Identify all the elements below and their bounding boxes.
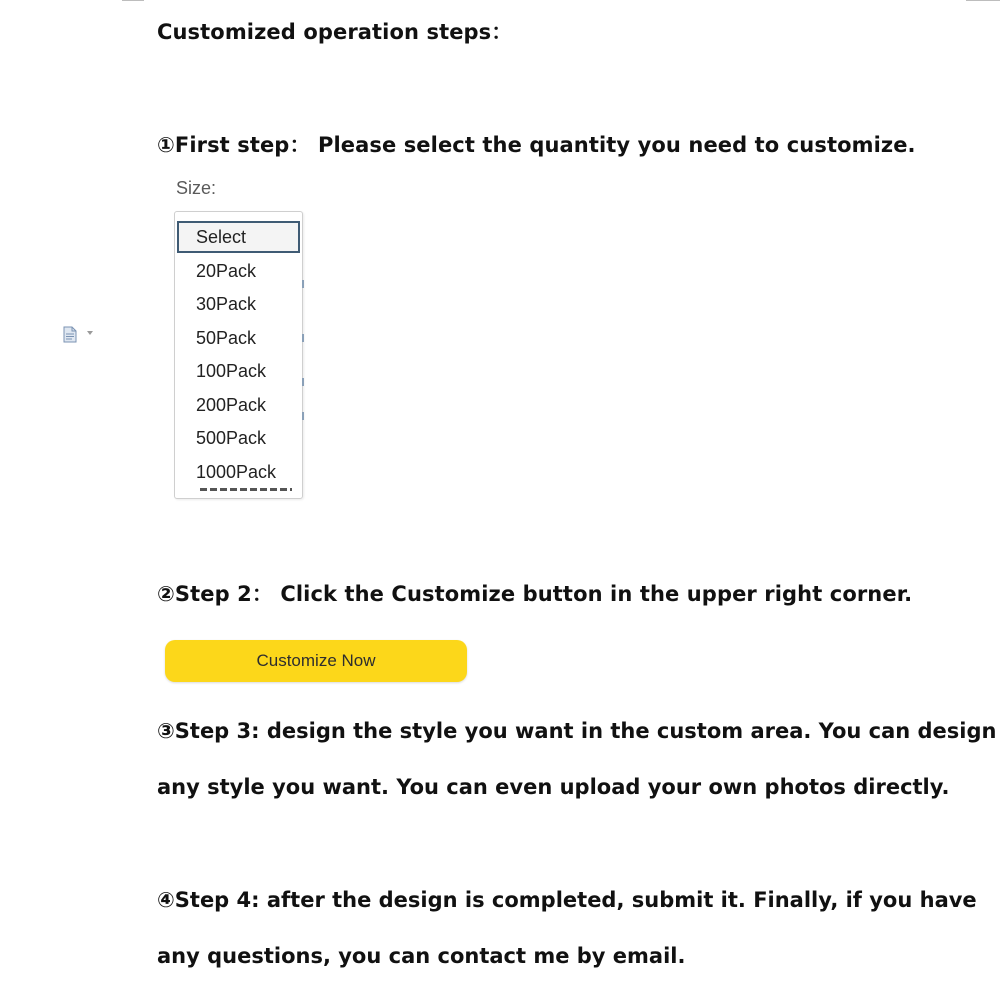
clipped-option-remnant <box>200 486 292 492</box>
size-option-1000pack[interactable]: 1000Pack <box>196 462 277 482</box>
step-4-line-1: ④Step 4: after the design is completed, submit it. Finally, if you have <box>157 888 977 912</box>
customize-now-button[interactable]: Customize Now <box>165 640 467 682</box>
edge-mark <box>302 280 304 288</box>
step-4-paragraph <box>157 872 977 984</box>
step-1-text: ①First step： Please select the quantity you need to customize. <box>157 133 916 157</box>
step-3-paragraph <box>157 703 997 815</box>
size-dropdown-list[interactable] <box>174 211 303 499</box>
size-option-100pack[interactable]: 100Pack <box>196 361 267 381</box>
size-option-30pack[interactable]: 30Pack <box>196 294 257 314</box>
page-title: Customized operation steps： <box>157 20 513 44</box>
size-option-500pack[interactable]: 500Pack <box>196 428 267 448</box>
step-4-line-2: any questions, you can contact me by email. <box>157 944 686 968</box>
size-option-20pack[interactable]: 20Pack <box>196 261 257 281</box>
document-icon[interactable] <box>63 326 77 343</box>
caret-down-icon[interactable] <box>87 331 93 335</box>
edge-mark <box>302 412 304 420</box>
top-rule-left <box>122 0 144 1</box>
size-option-select[interactable]: Select <box>177 221 300 253</box>
step-3-line-2: any style you want. You can even upload your own photos directly. <box>157 775 950 799</box>
edge-mark <box>302 334 304 342</box>
step-2-text: ②Step 2： Click the Customize button in the upper right corner. <box>157 582 913 606</box>
size-label: Size: <box>176 178 217 198</box>
top-rule-right <box>966 0 1000 1</box>
size-option-200pack[interactable]: 200Pack <box>196 395 267 415</box>
size-option-50pack[interactable]: 50Pack <box>196 328 257 348</box>
step-3-line-1: ③Step 3: design the style you want in the custom area. You can design <box>157 719 997 743</box>
edge-mark <box>302 378 304 386</box>
